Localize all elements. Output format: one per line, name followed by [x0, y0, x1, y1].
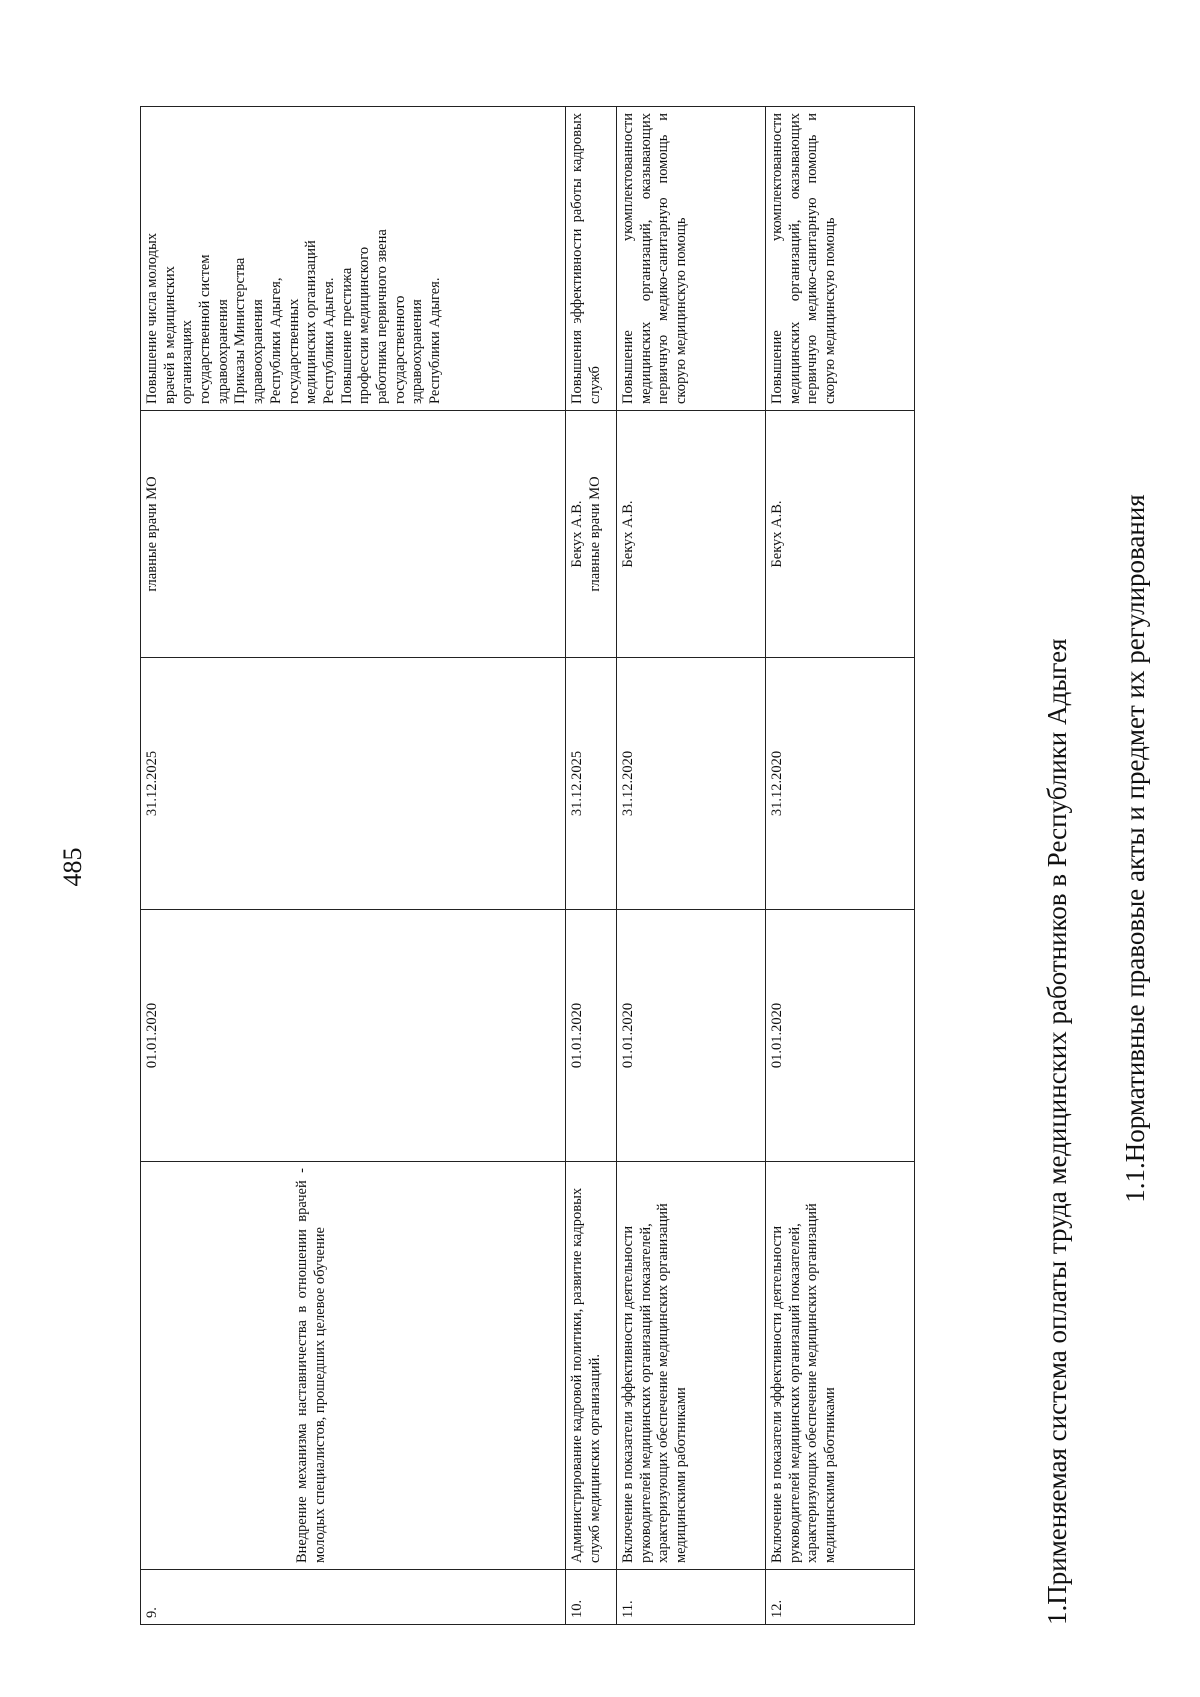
result-line: государственного — [391, 295, 408, 404]
table-row — [566, 107, 617, 1625]
result-line: здравоохранения — [214, 299, 231, 404]
result-line: Повышение престижа — [338, 267, 355, 404]
responsible-line: Бекух А.В. — [620, 500, 636, 568]
section-heading: 1.Применяемая система оплаты труда медицинских работников в Республики Адыгея — [1042, 638, 1072, 1625]
responsible-line: главные врачи МО — [586, 476, 603, 592]
result-line: государственной систем — [197, 254, 214, 404]
result-line: Повышение числа молодых — [144, 233, 160, 404]
result-cell: Повышение укомплектованности медицинских организаций, оказывающих первичную медико-санитарную помощь и скорую медицинскую помощь — [766, 107, 915, 411]
table-row — [617, 107, 766, 1625]
result-line: организациях — [179, 319, 196, 404]
end-date: 31.12.2020 — [617, 658, 766, 910]
result-line: врачей в медицинских — [161, 266, 178, 404]
action-cell — [141, 1162, 566, 1570]
responsible-line: Бекух А.В. — [769, 500, 785, 568]
responsible-cell — [141, 411, 566, 658]
subsection-heading: 1.1.Нормативные правовые акты и предмет их регулирования — [1120, 494, 1150, 1203]
result-line: Республики Адыгея. — [427, 277, 443, 404]
row-number: 10. — [566, 1570, 617, 1625]
responsible-line: главные врачи МО — [144, 476, 160, 592]
row-number: 12. — [766, 1570, 915, 1625]
measures-table — [140, 106, 915, 1625]
row-number: 9. — [141, 1570, 566, 1625]
action-cell: Включение в показатели эффективности деятельности руководителей медицинских организаций показателей, характеризующих обеспечение медицинских организаций медицинскими работниками — [617, 1162, 766, 1570]
action-text: Внедрение механизма наставничества в отношении врачей - молодых специалистов, прошедших целевое обучение — [294, 1168, 328, 1563]
result-line: Приказы Министерства — [232, 257, 249, 404]
start-date: 01.01.2020 — [766, 910, 915, 1162]
result-line: профессии медицинского — [356, 246, 373, 404]
result-cell: Повышения эффективности работы кадровых служб — [566, 107, 617, 411]
row-number: 11. — [617, 1570, 766, 1625]
result-line: Республики Адыгея, — [267, 277, 284, 404]
end-date: 31.12.2025 — [566, 658, 617, 910]
table-row — [766, 107, 915, 1625]
result-cell: Повышение укомплектованности медицинских организаций, оказывающих первичную медико-санитарную помощь и скорую медицинскую помощь — [617, 107, 766, 411]
table-row — [141, 107, 566, 1625]
result-line: здравоохранения — [409, 299, 426, 404]
responsible-cell — [766, 411, 915, 658]
action-cell: Администрирование кадровой политики, развитие кадровых служб медицинских организаций. — [566, 1162, 617, 1570]
responsible-line: Бекух А.В. — [569, 500, 585, 568]
start-date: 01.01.2020 — [141, 910, 566, 1162]
start-date: 01.01.2020 — [566, 910, 617, 1162]
result-cell — [141, 107, 566, 411]
responsible-cell — [566, 411, 617, 658]
result-line: медицинских организаций — [303, 240, 320, 404]
start-date: 01.01.2020 — [617, 910, 766, 1162]
action-cell: Включение в показатели эффективности деятельности руководителей медицинских организаций показателей, характеризующих обеспечение медицинских организаций медицинскими работниками — [766, 1162, 915, 1570]
result-line: Республики Адыгея. — [320, 277, 337, 404]
end-date: 31.12.2025 — [141, 658, 566, 910]
result-line: здравоохранения — [250, 299, 267, 404]
result-line: государственных — [285, 298, 302, 404]
page-number: 485 — [58, 847, 87, 887]
responsible-cell — [617, 411, 766, 658]
result-line: работника первичного звена — [373, 229, 390, 404]
end-date: 31.12.2020 — [766, 658, 915, 910]
